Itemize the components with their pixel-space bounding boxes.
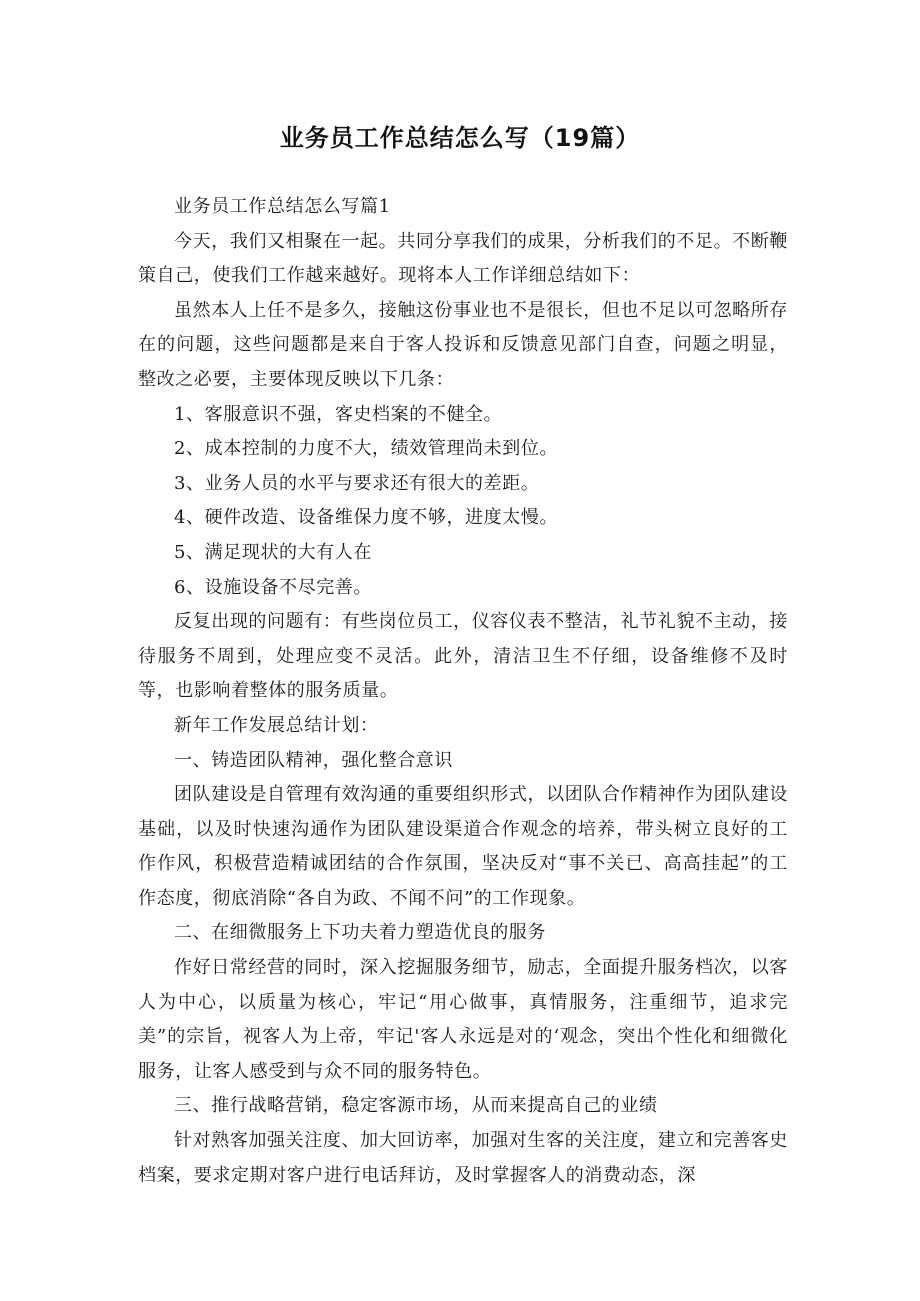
paragraph: 虽然本人上任不是多久，接触这份事业也不是很长，但也不足以可忽略所存在的问题，这些问题都是来自于客人投诉和反馈意见部门自查，问题之明显，整改之必要，主要体现反映以下几条：	[138, 299, 788, 390]
paragraph: 新年工作发展总结计划：	[174, 714, 379, 736]
paragraph: 团队建设是自管理有效沟通的重要组织形式，以团队合作精神作为团队建设基础，以及时快速沟通作为团队建设渠道合作观念的培养，带头树立良好的工作作风，积极营造精诚团结的合作氛围，坚决反对“事不关已、高高挂起”的工作态度，彻底消除“各自为政、不闻不问”的工作现象。	[138, 784, 788, 909]
paragraph: 今天，我们又相聚在一起。共同分享我们的成果，分析我们的不足。不断鞭策自己，使我们工作越来越好。现将本人工作详细总结如下：	[138, 230, 788, 287]
subheading: 三、推行战略营销，稳定客源市场，从而来提高自己的业绩	[174, 1095, 658, 1117]
document-title: 业务员工作总结怎么写（19篇）	[279, 124, 641, 152]
section-heading: 业务员工作总结怎么写篇1	[174, 196, 391, 217]
document-body	[138, 190, 788, 1193]
subheading: 一、铸造团队精神，强化整合意识	[174, 749, 453, 771]
list-item: 3、业务人员的水平与要求还有很大的差距。	[174, 472, 540, 494]
list-item: 4、硬件改造、设备维保力度不够，进度太慢。	[174, 507, 559, 529]
paragraph: 作好日常经营的同时，深入挖掘服务细节，励志，全面提升服务档次，以客人为中心，以质量为核心，牢记“用心做事，真情服务，注重细节，追求完美”的宗旨，视客人为上帝，牢记'客人永远是对的‘观念，突出个性化和细微化服务，让客人感受到与众不同的服务特色。	[138, 957, 788, 1082]
list-item: 1、客服意识不强，客史档案的不健全。	[174, 403, 503, 425]
list-item: 6、设施设备不尽完善。	[174, 576, 373, 598]
list-item: 2、成本控制的力度不大，绩效管理尚未到位。	[174, 438, 559, 460]
paragraph: 针对熟客加强关注度、加大回访率，加强对生客的关注度，建立和完善客史档案，要求定期对客户进行电话拜访，及时掌握客人的消费动态，深	[138, 1130, 788, 1186]
list-item: 5、满足现状的大有人在	[174, 541, 373, 563]
paragraph: 反复出现的问题有：有些岗位员工，仪容仪表不整洁，礼节礼貌不主动，接待服务不周到，处理应变不灵活。此外，清洁卫生不仔细，设备维修不及时等，也影响着整体的服务质量。	[138, 611, 788, 702]
subheading: 二、在细微服务上下功夫着力塑造优良的服务	[174, 922, 546, 944]
